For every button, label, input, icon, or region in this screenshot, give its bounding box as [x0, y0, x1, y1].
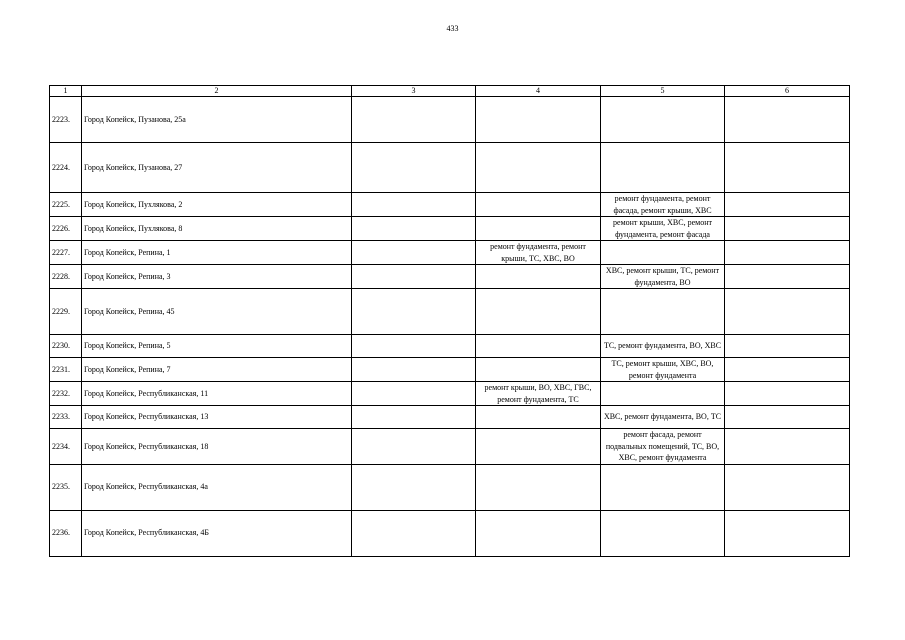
row-number: 2232. [50, 382, 82, 406]
row-col3 [352, 143, 476, 193]
table-row [50, 143, 850, 193]
row-col5 [601, 241, 725, 265]
page-number: 433 [446, 24, 459, 33]
row-col6 [725, 217, 850, 241]
row-address: Город Копейск, Пухлякова, 2 [82, 193, 352, 217]
table-row [50, 429, 850, 465]
row-col3 [352, 241, 476, 265]
table-row [50, 289, 850, 335]
row-col6 [725, 406, 850, 429]
row-col4 [476, 335, 601, 358]
row-col6 [725, 358, 850, 382]
row-col4 [476, 406, 601, 429]
table-row [50, 265, 850, 289]
column-header-5: 5 [601, 86, 725, 97]
row-col3 [352, 510, 476, 556]
row-number: 2229. [50, 289, 82, 335]
row-col5 [601, 97, 725, 143]
row-col3 [352, 265, 476, 289]
row-col5: ТС, ремонт фундамента, ВО, ХВС [601, 335, 725, 358]
row-number: 2224. [50, 143, 82, 193]
table-row [50, 335, 850, 358]
row-col6 [725, 143, 850, 193]
table-row [50, 382, 850, 406]
row-col5: ХВС, ремонт фундамента, ВО, ТС [601, 406, 725, 429]
table-row [50, 358, 850, 382]
row-col6 [725, 289, 850, 335]
table-row [50, 510, 850, 556]
row-col3 [352, 382, 476, 406]
row-number: 2236. [50, 510, 82, 556]
row-col6 [725, 265, 850, 289]
row-address: Город Копейск, Репина, 7 [82, 358, 352, 382]
table-row [50, 406, 850, 429]
row-address: Город Копейск, Республиканская, 4а [82, 464, 352, 510]
row-col4 [476, 143, 601, 193]
row-col6 [725, 429, 850, 465]
row-col6 [725, 335, 850, 358]
row-number: 2226. [50, 217, 82, 241]
table-row [50, 464, 850, 510]
row-address: Город Копейск, Репина, 3 [82, 265, 352, 289]
row-number: 2227. [50, 241, 82, 265]
row-address: Город Копейск, Республиканская, 4Б [82, 510, 352, 556]
row-col5 [601, 464, 725, 510]
row-col5: ТС, ремонт крыши, ХВС, ВО, ремонт фундамента [601, 358, 725, 382]
row-col4 [476, 464, 601, 510]
row-col4 [476, 97, 601, 143]
row-address: Город Копейск, Пухлякова, 8 [82, 217, 352, 241]
column-header-6: 6 [725, 86, 850, 97]
row-col5: ремонт крыши, ХВС, ремонт фундамента, ремонт фасада [601, 217, 725, 241]
row-col3 [352, 358, 476, 382]
row-number: 2233. [50, 406, 82, 429]
row-number: 2223. [50, 97, 82, 143]
table-row [50, 241, 850, 265]
row-col5 [601, 510, 725, 556]
row-number: 2234. [50, 429, 82, 465]
row-col6 [725, 241, 850, 265]
registry-table [49, 85, 850, 557]
table-row [50, 97, 850, 143]
row-col4 [476, 265, 601, 289]
row-address: Город Копейск, Республиканская, 11 [82, 382, 352, 406]
row-col3 [352, 335, 476, 358]
row-number: 2235. [50, 464, 82, 510]
row-col3 [352, 464, 476, 510]
row-col3 [352, 406, 476, 429]
table-row [50, 193, 850, 217]
row-address: Город Копейск, Пузанова, 27 [82, 143, 352, 193]
row-col4 [476, 193, 601, 217]
row-col5 [601, 143, 725, 193]
row-number: 2228. [50, 265, 82, 289]
row-col5: ремонт фундамента, ремонт фасада, ремонт крыши, ХВС [601, 193, 725, 217]
row-number: 2230. [50, 335, 82, 358]
table-header-row [50, 86, 850, 97]
row-col4 [476, 429, 601, 465]
row-col6 [725, 97, 850, 143]
row-address: Город Копейск, Репина, 5 [82, 335, 352, 358]
row-col3 [352, 289, 476, 335]
column-header-1: 1 [50, 86, 82, 97]
row-address: Город Копейск, Республиканская, 18 [82, 429, 352, 465]
row-col4: ремонт крыши, ВО, ХВС, ГВС, ремонт фундамента, ТС [476, 382, 601, 406]
row-col6 [725, 464, 850, 510]
row-col3 [352, 97, 476, 143]
row-col6 [725, 193, 850, 217]
row-col6 [725, 510, 850, 556]
row-col5: ХВС, ремонт крыши, ТС, ремонт фундамента, ВО [601, 265, 725, 289]
row-col4 [476, 217, 601, 241]
row-col4: ремонт фундамента, ремонт крыши, ТС, ХВС, ВО [476, 241, 601, 265]
row-col3 [352, 193, 476, 217]
row-number: 2225. [50, 193, 82, 217]
row-address: Город Копейск, Республиканская, 13 [82, 406, 352, 429]
row-col5: ремонт фасада, ремонт подвальных помещений, ТС, ВО, ХВС, ремонт фундамента [601, 429, 725, 465]
row-col3 [352, 217, 476, 241]
row-col6 [725, 382, 850, 406]
row-col4 [476, 510, 601, 556]
row-col4 [476, 289, 601, 335]
row-number: 2231. [50, 358, 82, 382]
column-header-3: 3 [352, 86, 476, 97]
row-address: Город Копейск, Репина, 45 [82, 289, 352, 335]
table-row [50, 217, 850, 241]
row-address: Город Копейск, Репина, 1 [82, 241, 352, 265]
column-header-2: 2 [82, 86, 352, 97]
row-col4 [476, 358, 601, 382]
row-col3 [352, 429, 476, 465]
row-col5 [601, 382, 725, 406]
column-header-4: 4 [476, 86, 601, 97]
row-address: Город Копейск, Пузанова, 25а [82, 97, 352, 143]
row-col5 [601, 289, 725, 335]
